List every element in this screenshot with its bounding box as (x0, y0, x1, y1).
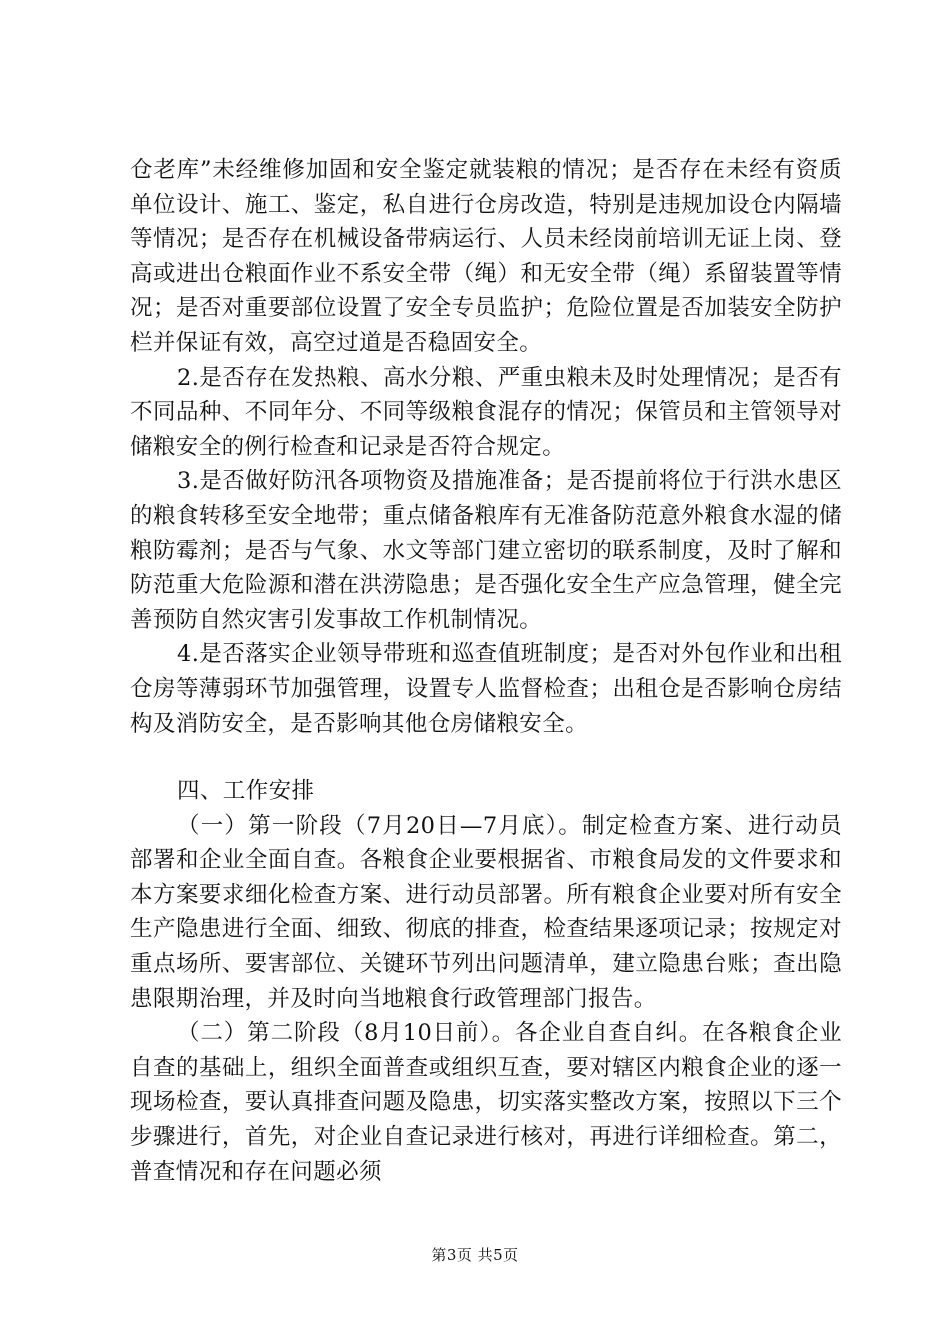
page-footer: 第3页 共5页 (431, 1246, 519, 1264)
document-body (130, 153, 842, 1189)
paragraph-stage-2: （二）第二阶段（8月10日前）。各企业自查自纠。在各粮食企业自查的基础上，组织全面普查或组织互查，要对辖区内粮食企业的逐一现场检查，要认真排查问题及隐患，切实落实整改方案，按照以下三个步骤进行，首先，对企业自查记录进行核对，再进行详细检查。第二，普查情况和存在问题必须 (130, 1020, 842, 1185)
paragraph-item-2: 2.是否存在发热粮、高水分粮、严重虫粮未及时处理情况；是否有不同品种、不同年分、不同等级粮食混存的情况；保管员和主管领导对储粮安全的例行检查和记录是否符合规定。 (130, 364, 842, 460)
section-heading: 四、工作安排 (177, 778, 315, 805)
paragraph-item-4: 4.是否落实企业领导带班和巡查值班制度；是否对外包作业和出租仓房等薄弱环节加强管理，设置专人监督检查；出租仓是否影响仓房结构及消防安全，是否影响其他仓房储粮安全。 (130, 641, 842, 737)
paragraph-stage-1: （一）第一阶段（7月20日—7月底）。制定检查方案、进行动员部署和企业全面自查。各粮食企业要根据省、市粮食局发的文件要求和本方案要求细化检查方案、进行动员部署。所有粮食企业要对所有安全生产隐患进行全面、细致、彻底的排查，检查结果逐项记录；按规定对重点场所、要害部位、关键环节列出问题清单，建立隐患台账；查出隐患限期治理，并及时向当地粮食行政管理部门报告。 (130, 812, 842, 1012)
paragraph-continuation: 仓老库”未经维修加固和安全鉴定就装粮的情况；是否存在未经有资质单位设计、施工、鉴定，私自进行仓房改造，特别是违规加设仓内隔墙等情况；是否存在机械设备带病运行、人员未经岗前培训无证上岗、登高或进出仓粮面作业不系安全带（绳）和无安全带（绳）系留装置等情况；是否对重要部位设置了安全专员监护；危险位置是否加装安全防护栏并保证有效，高空过道是否稳固安全。 (130, 157, 842, 356)
paragraph-item-3: 3.是否做好防汛各项物资及措施准备；是否提前将位于行洪水患区的粮食转移至安全地带；重点储备粮库有无准备防范意外粮食水湿的储粮防霉剂；是否与气象、水文等部门建立密切的联系制度，及时了解和防范重大危险源和潜在洪涝隐患；是否强化安全生产应急管理，健全完善预防自然灾害引发事故工作机制情况。 (130, 468, 842, 633)
